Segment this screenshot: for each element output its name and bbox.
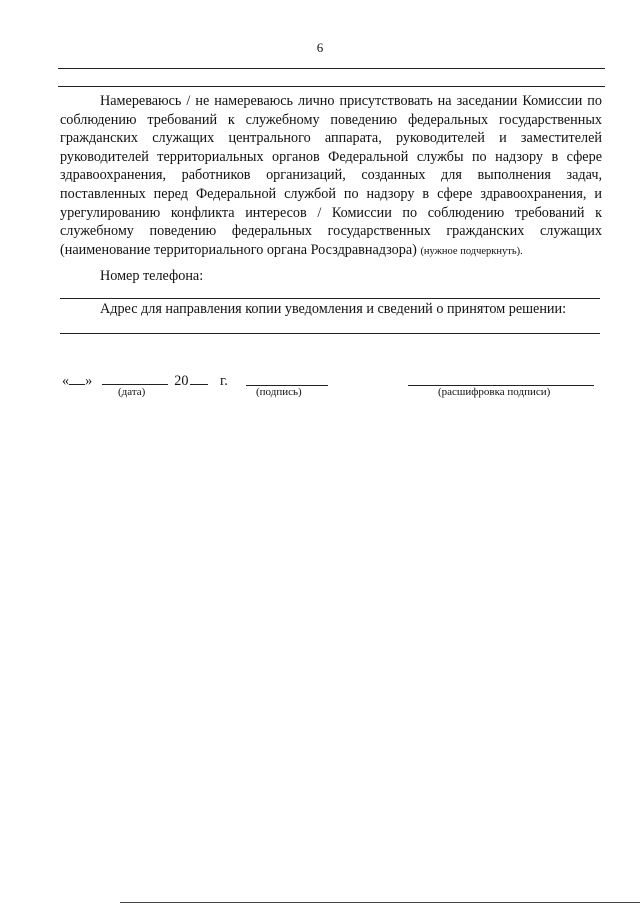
statement-paragraph [60, 92, 602, 261]
year-blank[interactable] [190, 370, 208, 385]
signature-caption: (подпись) [256, 386, 302, 398]
address-field-line[interactable] [60, 333, 600, 334]
phone-field-line[interactable] [60, 298, 600, 299]
month-blank[interactable] [102, 370, 168, 385]
top-rule-2 [58, 86, 605, 87]
day-blank[interactable] [69, 370, 85, 385]
statement-text: Намереваюсь / не намереваюсь лично присутствовать на заседании Комиссии по соблюдению требований к служебному поведению федеральных государственных гражданских служащих центрального аппарата, руководителей и заместителей руководителей территориальных органов Федеральной службы по надзору в сфере здравоохранения, работников организаций, созданных для выполнения задач, поставленных перед Федеральной службой по надзору в сфере здравоохранения, и урегулированию конфликта интересов / Комиссии по соблюдению требований к служебному поведению федеральных государственных гражданских служащих (наименование территориального органа Росздравнадзора) [60, 93, 602, 258]
year-prefix: 20 [174, 373, 189, 389]
page-number: 6 [316, 40, 324, 55]
open-quote: « [62, 373, 70, 389]
page-bottom-edge [120, 902, 640, 903]
address-label: Адрес для направления копии уведомления и сведений о принятом решении: [100, 301, 567, 317]
close-quote: » [85, 373, 93, 389]
phone-label: Номер телефона: [100, 268, 204, 284]
year-suffix: г. [220, 373, 228, 389]
decoding-caption: (расшифровка подписи) [438, 386, 551, 398]
underline-note: (нужное подчеркнуть). [420, 245, 523, 257]
date-caption: (дата) [118, 386, 146, 398]
top-rule-1 [58, 68, 605, 69]
